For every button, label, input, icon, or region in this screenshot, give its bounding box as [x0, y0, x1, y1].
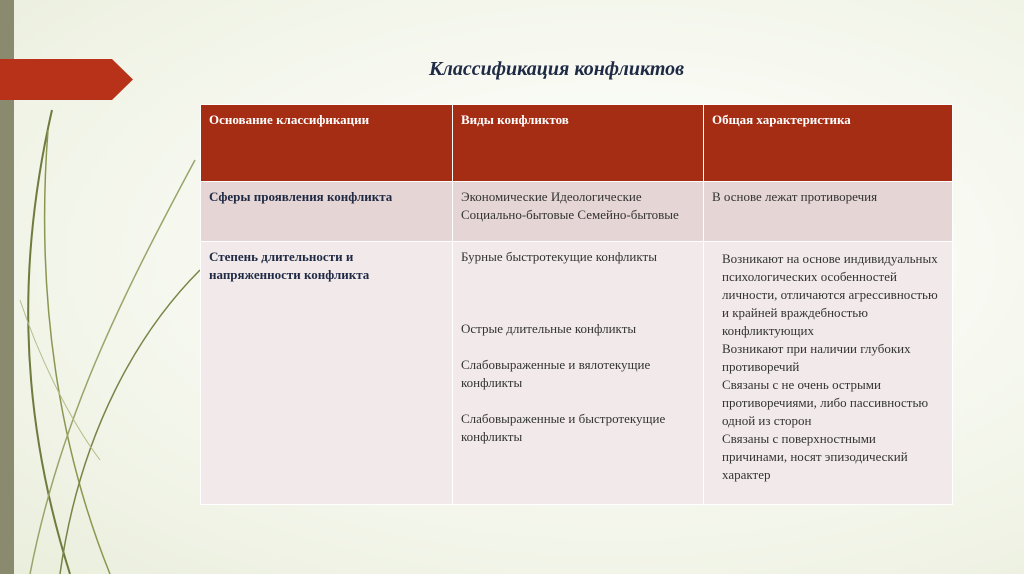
description-item: В основе лежат противоречия: [712, 189, 878, 204]
classification-table: [200, 104, 953, 505]
row-description: [704, 182, 953, 242]
kind-item: Слабовыраженные и быстротекущие конфликты: [461, 411, 666, 444]
table-row: [201, 242, 953, 505]
header-kinds: Виды конфликтов: [453, 105, 704, 182]
title-arrow-banner: [0, 59, 133, 100]
header-basis: Основание классификации: [201, 105, 453, 182]
page-title: Классификация конфликтов: [429, 58, 685, 80]
row-basis: Степень длительности и напряженности конфликта: [201, 242, 453, 505]
kind-item: Бурные быстротекущие конфликты: [461, 249, 657, 264]
table-row: [201, 182, 953, 242]
description-item: Возникают при наличии глубоких противоречий: [722, 341, 911, 374]
header-description: Общая характеристика: [704, 105, 953, 182]
row-kinds: [453, 182, 704, 242]
row-description: [704, 242, 953, 505]
kind-item: Экономические Идеологические Социально-бытовые Семейно-бытовые: [461, 189, 679, 222]
row-kinds: [453, 242, 704, 505]
kind-item: Слабовыраженные и вялотекущие конфликты: [461, 357, 651, 390]
description-item: Связаны с поверхностными причинами, носят эпизодический характер: [722, 431, 908, 482]
row-basis: Сферы проявления конфликта: [201, 182, 453, 242]
description-item: Связаны с не очень острыми противоречиями, либо пассивностью одной из сторон: [722, 377, 929, 428]
table-header-row: [201, 105, 953, 182]
description-item: Возникают на основе индивидуальных психологических особенностей личности, отличаются агрессивностью и крайней враждебностью конфликтующих: [722, 251, 938, 338]
kind-item: Острые длительные конфликты: [461, 321, 637, 336]
